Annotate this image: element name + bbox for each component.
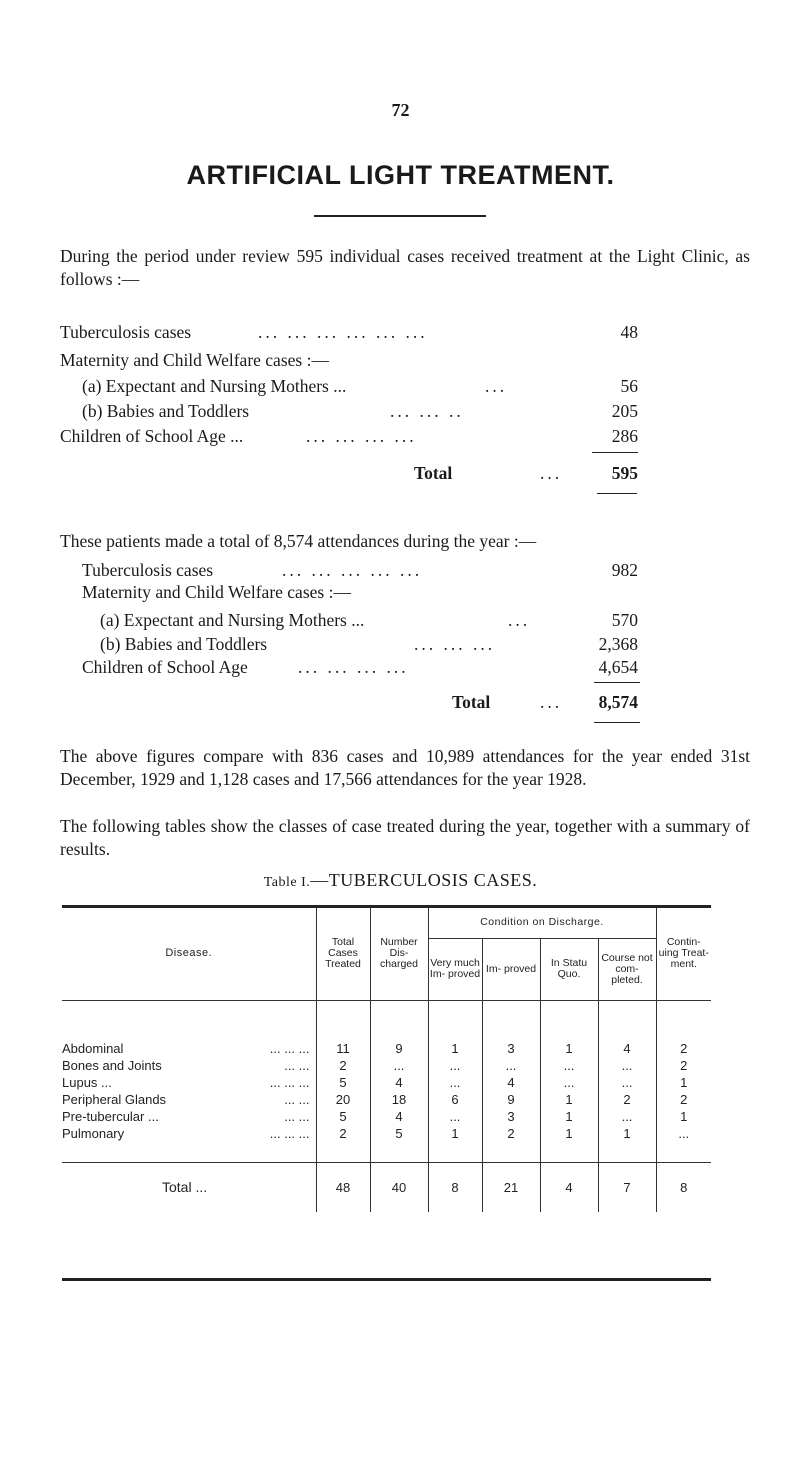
- cases-item-value: 286: [611, 426, 638, 446]
- disease-cell: [62, 1057, 316, 1074]
- cell-improved: 2: [482, 1125, 540, 1142]
- disease-cell: [62, 1040, 316, 1057]
- leader-dots: ... ...: [284, 1109, 310, 1124]
- cell-continuing: 2: [656, 1040, 711, 1057]
- disease-cell: [62, 1074, 316, 1091]
- cell-course: 1: [598, 1125, 656, 1142]
- disease-label: Lupus ...: [62, 1075, 112, 1090]
- attendances-item-value: 982: [611, 560, 638, 580]
- disease-label: Peripheral Glands: [62, 1092, 167, 1107]
- col-condition-on-discharge: Condition on Discharge.: [428, 908, 656, 938]
- leader-dots: ... ... ...: [414, 634, 496, 654]
- cell-continuing: 2: [656, 1057, 711, 1074]
- cell-course: ...: [598, 1057, 656, 1074]
- tuberculosis-table: [62, 908, 711, 1212]
- cases-item-value: 48: [620, 322, 638, 342]
- cell-course: 2: [598, 1091, 656, 1108]
- cases-total-value: 595: [611, 463, 638, 483]
- total-underline: [597, 493, 637, 494]
- cell-discharged: 18: [370, 1091, 428, 1108]
- disease-label: Abdominal: [62, 1041, 124, 1056]
- table-row: [62, 1074, 711, 1091]
- intro-paragraph: During the period under review 595 individual cases received treatment at the Light Clinic, as follows :—: [60, 246, 750, 289]
- cell-very: 1: [428, 1040, 482, 1057]
- table-row: [62, 1040, 711, 1057]
- table-row: [62, 1108, 711, 1125]
- total-improved: 21: [482, 1162, 540, 1212]
- cases-total-label: Total: [414, 463, 453, 483]
- total-discharged: 40: [370, 1162, 428, 1212]
- title-divider: [314, 215, 486, 217]
- leader-dots: ...: [485, 376, 508, 396]
- total-statu-quo: 4: [540, 1162, 598, 1212]
- cell-statu: ...: [540, 1057, 598, 1074]
- table-title-prefix: Table I.: [263, 875, 311, 890]
- cell-statu: 1: [540, 1091, 598, 1108]
- leader-dots: ...: [195, 1179, 208, 1196]
- col-course-not-completed: Course not com- pleted.: [598, 938, 656, 1000]
- cell-continuing: 2: [656, 1091, 711, 1108]
- total-very-improved: 8: [428, 1162, 482, 1212]
- total-underline: [594, 722, 640, 723]
- disease-cell: [62, 1125, 316, 1142]
- cell-improved: 3: [482, 1108, 540, 1125]
- table-title-rest: —TUBERCULOSIS CASES.: [310, 870, 538, 890]
- col-improved: Im- proved: [482, 938, 540, 1000]
- cases-item-label: Maternity and Child Welfare cases :—: [60, 350, 329, 370]
- cell-course: ...: [598, 1108, 656, 1125]
- cell-improved: 4: [482, 1074, 540, 1091]
- leader-dots: ...: [540, 463, 563, 483]
- leader-dots: ... ... ...: [269, 1041, 310, 1056]
- attendances-total-value: 8,574: [598, 692, 638, 712]
- attendances-item-label: Children of School Age: [82, 657, 248, 677]
- leader-dots: ... ... ..: [390, 401, 464, 421]
- cell-statu: 1: [540, 1040, 598, 1057]
- attendances-item-label: (a) Expectant and Nursing Mothers ...: [100, 610, 365, 630]
- cell-statu: ...: [540, 1074, 598, 1091]
- tables-intro-paragraph: The following tables show the classes of case treated during the year, together with a summary of results.: [60, 816, 750, 859]
- table-row: [62, 1125, 711, 1142]
- cell-total: 2: [316, 1125, 370, 1142]
- attendances-item-value: 570: [611, 610, 638, 630]
- cell-statu: 1: [540, 1125, 598, 1142]
- cell-discharged: 4: [370, 1108, 428, 1125]
- page-title: ARTIFICIAL LIGHT TREATMENT.: [186, 160, 615, 190]
- table-row: [62, 1057, 711, 1074]
- cell-very: ...: [428, 1057, 482, 1074]
- cell-statu: 1: [540, 1108, 598, 1125]
- cases-item-value: 56: [620, 376, 638, 396]
- leader-dots: ... ... ... ...: [306, 426, 417, 446]
- cell-very: 6: [428, 1091, 482, 1108]
- cell-improved: 9: [482, 1091, 540, 1108]
- disease-label: Pulmonary: [62, 1126, 125, 1141]
- disease-cell: [62, 1091, 316, 1108]
- col-continuing: Contin- uing Treat- ment.: [656, 908, 711, 1000]
- total-continuing: 8: [656, 1162, 711, 1212]
- sum-rule: [592, 452, 638, 453]
- total-cases: 48: [316, 1162, 370, 1212]
- col-disease: Disease.: [62, 908, 316, 1000]
- cell-total: 11: [316, 1040, 370, 1057]
- page-number: 72: [391, 100, 410, 120]
- leader-dots: ... ... ...: [269, 1126, 310, 1141]
- leader-dots: ... ...: [284, 1058, 310, 1073]
- cell-total: 2: [316, 1057, 370, 1074]
- cell-continuing: 1: [656, 1074, 711, 1091]
- cell-very: 1: [428, 1125, 482, 1142]
- cell-discharged: 4: [370, 1074, 428, 1091]
- attendances-total-label: Total: [452, 692, 491, 712]
- leader-dots: ... ...: [284, 1092, 310, 1107]
- cell-total: 20: [316, 1091, 370, 1108]
- attendances-item-value: 2,368: [598, 634, 638, 654]
- cases-item-label: (b) Babies and Toddlers: [82, 401, 250, 421]
- leader-dots: ...: [540, 692, 563, 712]
- attendances-intro: These patients made a total of 8,574 attendances during the year :—: [60, 531, 537, 551]
- total-course-not-completed: 7: [598, 1162, 656, 1212]
- cell-discharged: 5: [370, 1125, 428, 1142]
- col-very-much-improved: Very much Im- proved: [428, 938, 482, 1000]
- cases-item-label: Tuberculosis cases: [60, 322, 192, 342]
- disease-label: Bones and Joints: [62, 1058, 162, 1073]
- comparison-paragraph: The above figures compare with 836 cases and 10,989 attendances for the year ended 31st December, 1929 and 1,128 cases and 17,566 attendances for the year 1928.: [60, 746, 750, 789]
- table-total-row: [62, 1162, 711, 1212]
- attendances-item-label: Maternity and Child Welfare cases :—: [82, 582, 351, 602]
- cell-very: ...: [428, 1074, 482, 1091]
- cell-discharged: 9: [370, 1040, 428, 1057]
- table-title: [0, 870, 801, 891]
- col-in-statu-quo: In Statu Quo.: [540, 938, 598, 1000]
- col-discharged: Number Dis- charged: [370, 908, 428, 1000]
- cell-course: 4: [598, 1040, 656, 1057]
- attendances-item-label: (b) Babies and Toddlers: [100, 634, 268, 654]
- table-bottom-rule: [62, 1278, 711, 1281]
- cases-item-label: (a) Expectant and Nursing Mothers ...: [82, 376, 347, 396]
- leader-dots: ...: [508, 610, 531, 630]
- cell-improved: 3: [482, 1040, 540, 1057]
- cell-course: ...: [598, 1074, 656, 1091]
- cell-improved: ...: [482, 1057, 540, 1074]
- cell-very: ...: [428, 1108, 482, 1125]
- sum-rule: [594, 682, 640, 683]
- leader-dots: ... ... ... ... ...: [282, 560, 423, 580]
- leader-dots: ... ... ...: [269, 1075, 310, 1090]
- cell-continuing: ...: [656, 1125, 711, 1142]
- cell-total: 5: [316, 1108, 370, 1125]
- attendances-item-value: 4,654: [598, 657, 638, 677]
- leader-dots: ... ... ... ... ... ...: [258, 322, 428, 342]
- cell-discharged: ...: [370, 1057, 428, 1074]
- leader-dots: ... ... ... ...: [298, 657, 409, 677]
- disease-cell: [62, 1108, 316, 1125]
- disease-label: Pre-tubercular ...: [62, 1109, 159, 1124]
- cases-item-label: Children of School Age ...: [60, 426, 244, 446]
- cases-item-value: 205: [611, 401, 638, 421]
- table-row: [62, 1091, 711, 1108]
- cell-total: 5: [316, 1074, 370, 1091]
- col-total-cases: Total Cases Treated: [316, 908, 370, 1000]
- attendances-item-label: Tuberculosis cases: [82, 560, 214, 580]
- cell-continuing: 1: [656, 1108, 711, 1125]
- total-label-cell: [62, 1162, 316, 1212]
- total-label: Total: [162, 1179, 192, 1196]
